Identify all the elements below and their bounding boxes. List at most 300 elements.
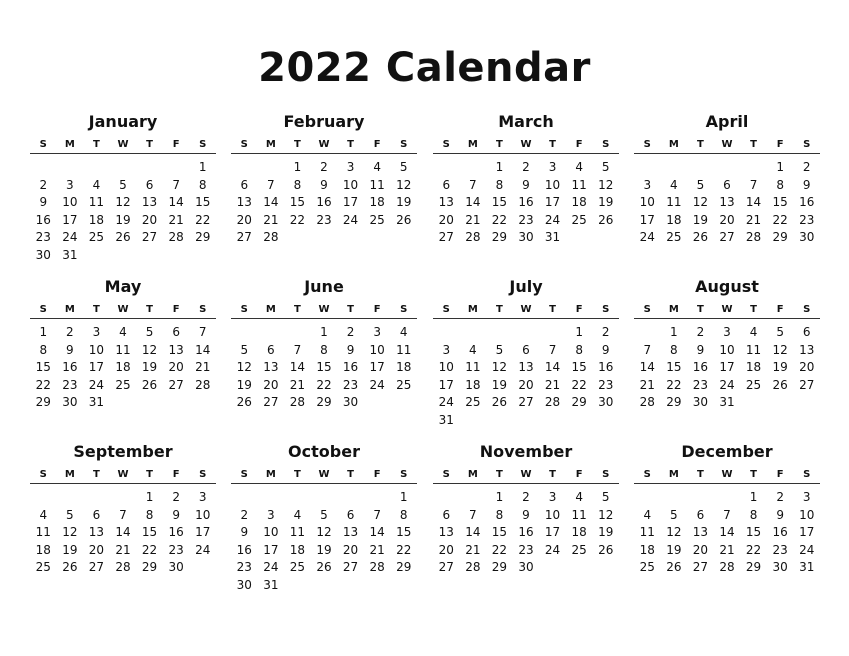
day-cell: 2 bbox=[240, 507, 249, 522]
day-cell: 24 bbox=[369, 377, 385, 392]
month-name: March bbox=[498, 112, 554, 131]
day-cell: 27 bbox=[692, 560, 709, 575]
day-grid bbox=[30, 489, 216, 577]
day-cell: 23 bbox=[692, 377, 709, 392]
weekday-label: S bbox=[442, 138, 450, 150]
month-september bbox=[30, 442, 216, 577]
day-cell: 18 bbox=[396, 360, 412, 375]
empty-day-cell bbox=[634, 324, 661, 342]
day-cell: 11 bbox=[35, 525, 51, 540]
weekday-header bbox=[433, 465, 619, 484]
day-cell: 7 bbox=[643, 342, 652, 357]
month-name: August bbox=[695, 277, 759, 296]
day-cell: 15 bbox=[491, 195, 508, 210]
day-cell: 30 bbox=[598, 395, 614, 410]
day-cell: 15 bbox=[491, 525, 508, 540]
weekday-label: T bbox=[697, 468, 704, 480]
day-cell: 21 bbox=[465, 212, 481, 227]
day-cell: 9 bbox=[776, 507, 784, 522]
weekday-label: S bbox=[240, 303, 248, 315]
empty-day-cell bbox=[284, 489, 311, 507]
weekday-label: M bbox=[265, 303, 276, 315]
day-cell: 26 bbox=[316, 560, 332, 575]
day-cell: 25 bbox=[571, 212, 587, 227]
weekday-label: T bbox=[347, 303, 354, 315]
day-cell: 22 bbox=[316, 377, 332, 392]
day-cell: 17 bbox=[639, 212, 655, 227]
day-cell: 18 bbox=[369, 195, 385, 210]
day-cell: 9 bbox=[522, 177, 530, 192]
day-cell: 24 bbox=[544, 542, 561, 557]
day-cell: 17 bbox=[342, 195, 359, 210]
weekday-label: S bbox=[199, 138, 207, 150]
day-cell: 23 bbox=[236, 560, 252, 575]
day-cell: 25 bbox=[115, 377, 131, 392]
weekday-header bbox=[433, 135, 619, 154]
day-cell: 27 bbox=[518, 395, 534, 410]
day-cell: 23 bbox=[35, 230, 51, 245]
empty-day-cell bbox=[364, 489, 391, 507]
month-name: May bbox=[104, 277, 142, 296]
day-cell: 22 bbox=[141, 542, 158, 557]
day-cell: 8 bbox=[776, 177, 784, 192]
month-name: April bbox=[705, 112, 749, 131]
weekday-label: T bbox=[549, 468, 556, 480]
day-cell: 12 bbox=[316, 525, 332, 540]
day-cell: 11 bbox=[666, 195, 682, 210]
day-cell: 13 bbox=[236, 195, 252, 210]
day-cell: 15 bbox=[316, 360, 332, 375]
weekday-label: W bbox=[318, 468, 330, 480]
day-cell: 1 bbox=[399, 490, 408, 504]
weekday-label: T bbox=[93, 303, 100, 315]
day-cell: 10 bbox=[369, 342, 385, 357]
day-cell: 20 bbox=[438, 542, 454, 557]
day-cell: 12 bbox=[236, 360, 252, 375]
day-cell: 9 bbox=[240, 525, 249, 540]
day-cell: 10 bbox=[195, 507, 211, 522]
day-cell: 20 bbox=[518, 377, 534, 392]
day-cell: 26 bbox=[141, 377, 158, 392]
day-cell: 4 bbox=[575, 160, 583, 174]
weekday-label: S bbox=[803, 303, 811, 315]
day-cell: 30 bbox=[236, 577, 252, 592]
day-cell: 14 bbox=[115, 525, 131, 540]
day-cell: 8 bbox=[670, 342, 678, 357]
day-cell: 4 bbox=[575, 490, 583, 504]
weekday-label: W bbox=[721, 468, 733, 480]
weekday-label: F bbox=[373, 468, 381, 480]
day-cell: 26 bbox=[772, 377, 788, 392]
weekday-label: T bbox=[146, 138, 153, 150]
day-cell: 16 bbox=[168, 525, 184, 540]
weekday-label: F bbox=[575, 468, 583, 480]
day-cell: 6 bbox=[240, 177, 249, 192]
weekday-label: M bbox=[668, 303, 679, 315]
empty-day-cell bbox=[258, 159, 285, 177]
day-cell: 24 bbox=[88, 377, 105, 392]
day-cell: 30 bbox=[168, 560, 184, 575]
day-cell: 25 bbox=[571, 542, 587, 557]
day-cell: 29 bbox=[772, 230, 788, 245]
weekday-label: F bbox=[373, 303, 381, 315]
day-cell: 1 bbox=[575, 325, 583, 339]
day-cell: 16 bbox=[518, 525, 534, 540]
day-cell: 7 bbox=[548, 342, 557, 357]
day-cell: 10 bbox=[799, 507, 815, 522]
day-cell: 21 bbox=[289, 377, 306, 392]
day-cell: 28 bbox=[195, 377, 211, 392]
day-cell: 4 bbox=[293, 507, 302, 522]
day-cell: 14 bbox=[195, 342, 211, 357]
day-cell: 13 bbox=[438, 525, 454, 540]
day-cell: 23 bbox=[168, 542, 184, 557]
month-name: July bbox=[509, 277, 543, 296]
day-cell: 11 bbox=[571, 177, 587, 192]
weekday-label: T bbox=[750, 468, 757, 480]
day-cell: 30 bbox=[772, 560, 788, 575]
day-cell: 7 bbox=[119, 507, 127, 522]
day-cell: 8 bbox=[575, 342, 583, 357]
day-cell: 4 bbox=[399, 325, 408, 339]
day-cell: 16 bbox=[342, 360, 359, 375]
empty-day-cell bbox=[83, 159, 110, 177]
day-cell: 18 bbox=[639, 542, 655, 557]
weekday-label: S bbox=[602, 138, 610, 150]
day-cell: 20 bbox=[236, 212, 252, 227]
day-cell: 31 bbox=[719, 395, 735, 410]
day-cell: 1 bbox=[776, 160, 784, 174]
empty-day-cell bbox=[661, 489, 688, 507]
day-cell: 30 bbox=[799, 230, 815, 245]
day-cell: 2 bbox=[346, 325, 355, 339]
day-cell: 9 bbox=[802, 177, 811, 192]
day-cell: 10 bbox=[263, 525, 279, 540]
day-cell: 2 bbox=[39, 177, 48, 192]
day-cell: 22 bbox=[289, 212, 306, 227]
day-cell: 29 bbox=[491, 560, 508, 575]
day-cell: 6 bbox=[92, 507, 101, 522]
day-cell: 14 bbox=[465, 195, 481, 210]
day-cell: 23 bbox=[62, 377, 78, 392]
day-cell: 1 bbox=[293, 160, 302, 174]
day-cell: 5 bbox=[601, 160, 610, 174]
day-cell: 16 bbox=[799, 195, 815, 210]
empty-day-cell bbox=[687, 159, 714, 177]
day-grid bbox=[30, 159, 216, 265]
weekday-label: W bbox=[721, 138, 733, 150]
day-cell: 30 bbox=[35, 247, 51, 262]
day-cell: 28 bbox=[465, 560, 481, 575]
weekday-label: S bbox=[240, 468, 248, 480]
weekday-label: F bbox=[172, 138, 180, 150]
day-grid bbox=[634, 489, 820, 577]
day-cell: 24 bbox=[195, 542, 211, 557]
day-grid bbox=[433, 324, 619, 430]
day-cell: 14 bbox=[639, 360, 655, 375]
weekday-label: T bbox=[750, 138, 757, 150]
day-cell: 11 bbox=[571, 507, 587, 522]
day-cell: 1 bbox=[749, 490, 758, 504]
day-cell: 3 bbox=[802, 490, 811, 504]
month-name: October bbox=[288, 442, 360, 461]
day-cell: 17 bbox=[438, 377, 454, 392]
day-cell: 24 bbox=[544, 212, 561, 227]
day-cell: 22 bbox=[491, 542, 508, 557]
day-cell: 8 bbox=[495, 507, 504, 522]
empty-day-cell bbox=[460, 489, 487, 507]
weekday-header bbox=[231, 135, 417, 154]
day-cell: 27 bbox=[438, 560, 454, 575]
day-cell: 27 bbox=[88, 560, 105, 575]
day-cell: 8 bbox=[198, 177, 207, 192]
month-november bbox=[433, 442, 619, 577]
day-cell: 19 bbox=[598, 525, 614, 540]
day-cell: 29 bbox=[491, 230, 508, 245]
day-cell: 6 bbox=[522, 342, 530, 357]
day-cell: 25 bbox=[35, 560, 51, 575]
weekday-header bbox=[231, 300, 417, 319]
day-cell: 30 bbox=[518, 560, 534, 575]
day-cell: 17 bbox=[544, 195, 561, 210]
weekday-label: S bbox=[803, 468, 811, 480]
weekday-label: T bbox=[347, 468, 354, 480]
day-cell: 2 bbox=[522, 490, 530, 504]
empty-day-cell bbox=[634, 159, 661, 177]
weekday-label: S bbox=[803, 138, 811, 150]
day-cell: 18 bbox=[35, 542, 51, 557]
day-cell: 30 bbox=[518, 230, 534, 245]
month-october bbox=[231, 442, 417, 595]
weekday-header bbox=[634, 300, 820, 319]
day-cell: 8 bbox=[399, 507, 408, 522]
weekday-label: T bbox=[93, 138, 100, 150]
day-cell: 18 bbox=[666, 212, 682, 227]
day-cell: 25 bbox=[88, 230, 105, 245]
weekday-label: F bbox=[172, 303, 180, 315]
day-cell: 29 bbox=[316, 395, 332, 410]
weekday-label: T bbox=[496, 303, 503, 315]
day-grid bbox=[231, 489, 417, 595]
day-cell: 4 bbox=[373, 160, 381, 174]
day-grid bbox=[433, 489, 619, 577]
day-cell: 12 bbox=[666, 525, 682, 540]
day-cell: 5 bbox=[776, 325, 784, 339]
day-cell: 13 bbox=[88, 525, 105, 540]
day-cell: 27 bbox=[438, 230, 454, 245]
day-cell: 9 bbox=[66, 342, 74, 357]
day-cell: 12 bbox=[598, 177, 614, 192]
day-cell: 22 bbox=[745, 542, 762, 557]
day-cell: 25 bbox=[745, 377, 762, 392]
day-cell: 6 bbox=[267, 342, 275, 357]
day-cell: 6 bbox=[723, 177, 731, 192]
day-cell: 7 bbox=[373, 507, 381, 522]
day-cell: 16 bbox=[316, 195, 332, 210]
day-cell: 29 bbox=[141, 560, 158, 575]
day-cell: 15 bbox=[195, 195, 211, 210]
day-cell: 12 bbox=[491, 360, 508, 375]
empty-day-cell bbox=[687, 489, 714, 507]
day-cell: 14 bbox=[465, 525, 481, 540]
day-cell: 19 bbox=[115, 212, 131, 227]
day-cell: 17 bbox=[62, 212, 78, 227]
day-cell: 18 bbox=[745, 360, 762, 375]
weekday-label: W bbox=[721, 303, 733, 315]
weekday-header bbox=[634, 465, 820, 484]
day-cell: 20 bbox=[342, 542, 359, 557]
day-cell: 16 bbox=[598, 360, 614, 375]
day-cell: 31 bbox=[88, 395, 105, 410]
day-cell: 3 bbox=[373, 325, 381, 339]
day-cell: 8 bbox=[749, 507, 758, 522]
day-cell: 31 bbox=[438, 412, 454, 427]
day-cell: 5 bbox=[696, 177, 705, 192]
day-cell: 16 bbox=[62, 360, 78, 375]
day-cell: 5 bbox=[240, 342, 249, 357]
month-april bbox=[634, 112, 820, 247]
day-cell: 22 bbox=[772, 212, 788, 227]
day-cell: 12 bbox=[692, 195, 709, 210]
empty-day-cell bbox=[231, 324, 258, 342]
day-cell: 2 bbox=[522, 160, 530, 174]
day-cell: 27 bbox=[342, 560, 359, 575]
day-cell: 17 bbox=[195, 525, 211, 540]
empty-day-cell bbox=[136, 159, 163, 177]
day-cell: 28 bbox=[115, 560, 131, 575]
day-cell: 26 bbox=[666, 560, 682, 575]
weekday-header bbox=[634, 135, 820, 154]
day-cell: 7 bbox=[723, 507, 731, 522]
empty-day-cell bbox=[337, 489, 364, 507]
day-cell: 3 bbox=[548, 490, 557, 504]
day-cell: 5 bbox=[66, 507, 74, 522]
empty-day-cell bbox=[513, 324, 540, 342]
day-cell: 10 bbox=[639, 195, 655, 210]
day-cell: 3 bbox=[66, 177, 74, 192]
day-cell: 3 bbox=[346, 160, 355, 174]
month-july bbox=[433, 277, 619, 430]
day-cell: 25 bbox=[396, 377, 412, 392]
day-cell: 4 bbox=[749, 325, 758, 339]
month-march bbox=[433, 112, 619, 247]
day-cell: 24 bbox=[62, 230, 78, 245]
day-cell: 26 bbox=[236, 395, 252, 410]
day-grid bbox=[634, 159, 820, 247]
day-cell: 27 bbox=[236, 230, 252, 245]
day-cell: 30 bbox=[692, 395, 709, 410]
day-cell: 10 bbox=[342, 177, 359, 192]
day-cell: 17 bbox=[263, 542, 279, 557]
day-cell: 24 bbox=[342, 212, 359, 227]
day-cell: 18 bbox=[571, 525, 587, 540]
day-cell: 31 bbox=[544, 230, 561, 245]
day-cell: 14 bbox=[289, 360, 306, 375]
day-cell: 15 bbox=[396, 525, 412, 540]
day-cell: 13 bbox=[692, 525, 709, 540]
empty-day-cell bbox=[110, 159, 137, 177]
day-cell: 13 bbox=[438, 195, 454, 210]
day-cell: 14 bbox=[544, 360, 561, 375]
day-cell: 8 bbox=[39, 342, 48, 357]
empty-day-cell bbox=[163, 159, 190, 177]
day-cell: 22 bbox=[195, 212, 211, 227]
day-cell: 31 bbox=[62, 247, 78, 262]
empty-day-cell bbox=[460, 159, 487, 177]
day-cell: 18 bbox=[88, 212, 105, 227]
day-cell: 20 bbox=[799, 360, 815, 375]
weekday-label: T bbox=[294, 468, 301, 480]
empty-day-cell bbox=[284, 324, 311, 342]
day-cell: 15 bbox=[666, 360, 682, 375]
weekday-label: W bbox=[318, 138, 330, 150]
day-cell: 16 bbox=[518, 195, 534, 210]
day-cell: 11 bbox=[369, 177, 385, 192]
empty-day-cell bbox=[539, 324, 566, 342]
day-cell: 28 bbox=[369, 560, 385, 575]
day-cell: 13 bbox=[263, 360, 279, 375]
day-cell: 21 bbox=[639, 377, 655, 392]
day-cell: 20 bbox=[141, 212, 158, 227]
empty-day-cell bbox=[460, 324, 487, 342]
empty-day-cell bbox=[83, 489, 110, 507]
day-cell: 4 bbox=[92, 177, 101, 192]
day-cell: 11 bbox=[289, 525, 306, 540]
weekday-label: S bbox=[199, 303, 207, 315]
weekday-label: F bbox=[575, 138, 583, 150]
weekday-label: S bbox=[643, 138, 651, 150]
day-cell: 21 bbox=[745, 212, 762, 227]
month-name: February bbox=[283, 112, 365, 131]
day-cell: 28 bbox=[719, 560, 735, 575]
day-cell: 21 bbox=[263, 212, 279, 227]
day-cell: 11 bbox=[115, 342, 131, 357]
day-cell: 23 bbox=[799, 212, 815, 227]
day-grid bbox=[433, 159, 619, 247]
day-cell: 11 bbox=[639, 525, 655, 540]
weekday-label: F bbox=[575, 303, 583, 315]
day-cell: 19 bbox=[692, 212, 709, 227]
day-cell: 24 bbox=[799, 542, 815, 557]
day-cell: 19 bbox=[491, 377, 508, 392]
day-grid bbox=[231, 324, 417, 412]
day-cell: 19 bbox=[316, 542, 332, 557]
empty-day-cell bbox=[57, 489, 84, 507]
day-cell: 12 bbox=[115, 195, 131, 210]
day-cell: 26 bbox=[62, 560, 78, 575]
empty-day-cell bbox=[311, 489, 338, 507]
empty-day-cell bbox=[30, 159, 57, 177]
weekday-label: T bbox=[697, 138, 704, 150]
day-cell: 5 bbox=[320, 507, 328, 522]
day-cell: 2 bbox=[802, 160, 811, 174]
day-cell: 20 bbox=[692, 542, 709, 557]
weekday-label: W bbox=[318, 303, 330, 315]
empty-day-cell bbox=[258, 324, 285, 342]
day-cell: 13 bbox=[168, 342, 184, 357]
weekday-label: W bbox=[117, 303, 129, 315]
day-cell: 2 bbox=[776, 490, 784, 504]
day-cell: 20 bbox=[438, 212, 454, 227]
day-cell: 28 bbox=[639, 395, 655, 410]
weekday-label: S bbox=[240, 138, 248, 150]
month-name: November bbox=[479, 442, 573, 461]
day-cell: 18 bbox=[465, 377, 481, 392]
weekday-header bbox=[433, 300, 619, 319]
day-cell: 14 bbox=[745, 195, 762, 210]
day-cell: 21 bbox=[465, 542, 481, 557]
day-cell: 29 bbox=[745, 560, 762, 575]
